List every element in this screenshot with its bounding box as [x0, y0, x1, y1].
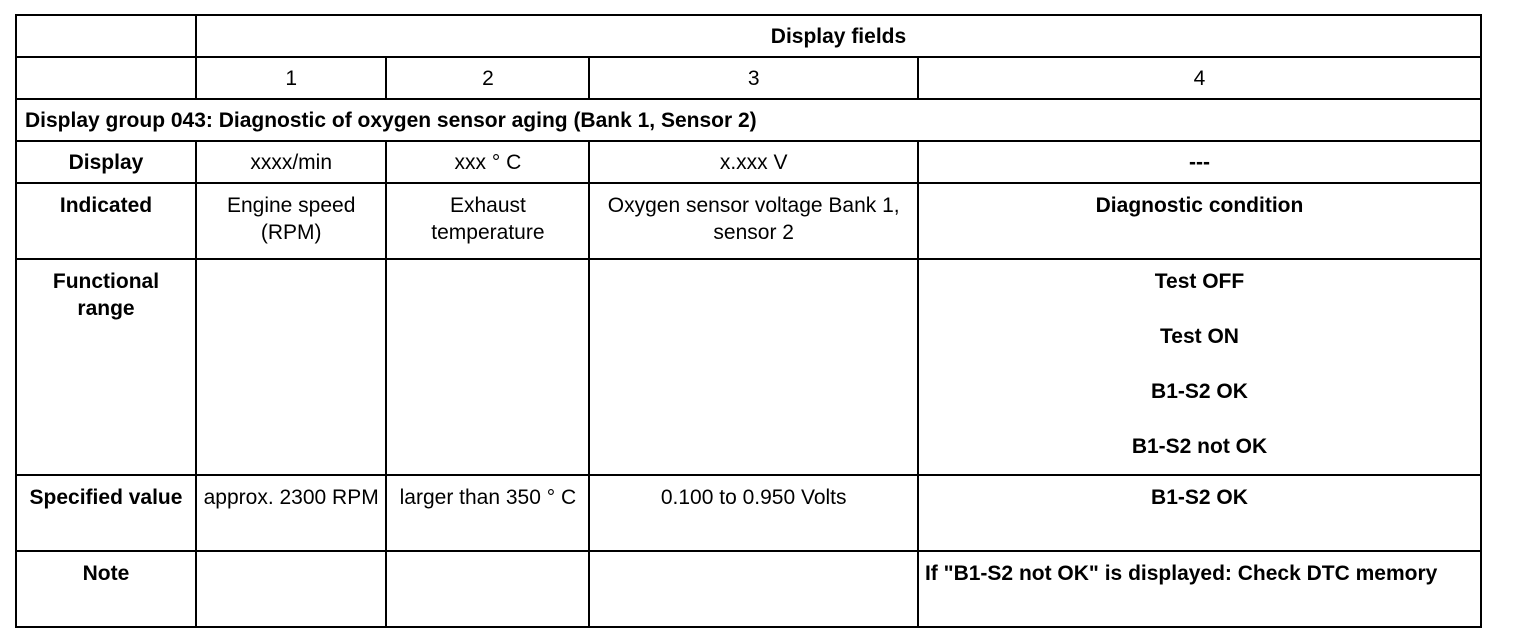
field-number-corner-cell [16, 57, 196, 99]
functional-range-field-1 [196, 259, 386, 475]
field-number-1: 1 [196, 57, 386, 99]
note-field-2 [386, 551, 589, 627]
specified-value-field-1: approx. 2300 RPM [196, 475, 386, 551]
display-field-3: x.xxx V [589, 141, 918, 183]
table-row [16, 141, 1481, 183]
field-number-4: 4 [918, 57, 1481, 99]
indicated-field-2: Exhaust temperature [386, 183, 589, 259]
header-corner-cell [16, 15, 196, 57]
field-number-row [16, 57, 1481, 99]
table-row [16, 551, 1481, 627]
functional-range-field-4 [918, 259, 1481, 475]
row-label-note: Note [16, 551, 196, 627]
range-test-on: Test ON [1160, 325, 1239, 348]
indicated-field-1: Engine speed (RPM) [196, 183, 386, 259]
note-field-3 [589, 551, 918, 627]
table-row [16, 475, 1481, 551]
specified-value-field-3: 0.100 to 0.950 Volts [589, 475, 918, 551]
table-header-row [16, 15, 1481, 57]
row-label-display: Display [16, 141, 196, 183]
specified-value-field-4: B1-S2 OK [918, 475, 1481, 551]
range-test-off: Test OFF [1154, 270, 1245, 293]
table-row [16, 259, 1481, 475]
indicated-field-3: Oxygen sensor voltage Bank 1, sensor 2 [589, 183, 918, 259]
indicated-field-4: Diagnostic condition [918, 183, 1481, 259]
display-field-2: xxx ° C [386, 141, 589, 183]
functional-range-field-3 [589, 259, 918, 475]
specified-value-field-2: larger than 350 ° C [386, 475, 589, 551]
group-title: Display group 043: Diagnostic of oxygen sensor aging (Bank 1, Sensor 2) [16, 99, 1481, 141]
table-row [16, 183, 1481, 259]
field-number-2: 2 [386, 57, 589, 99]
display-fields-heading: Display fields [196, 15, 1481, 57]
range-b1-s2-ok: B1-S2 OK [1151, 380, 1248, 403]
note-field-1 [196, 551, 386, 627]
functional-range-field-2 [386, 259, 589, 475]
field-number-3: 3 [589, 57, 918, 99]
display-group-table [15, 14, 1482, 628]
row-label-functional-range: Functional range [16, 259, 196, 475]
display-field-1: xxxx/min [196, 141, 386, 183]
row-label-indicated: Indicated [16, 183, 196, 259]
row-label-specified-value: Specified value [16, 475, 196, 551]
group-title-row [16, 99, 1481, 141]
display-field-4: --- [918, 141, 1481, 183]
functional-range-list [925, 268, 1474, 460]
note-field-4: If "B1-S2 not OK" is displayed: Check DTC memory [918, 551, 1481, 627]
range-b1-s2-not-ok: B1-S2 not OK [1131, 435, 1268, 458]
